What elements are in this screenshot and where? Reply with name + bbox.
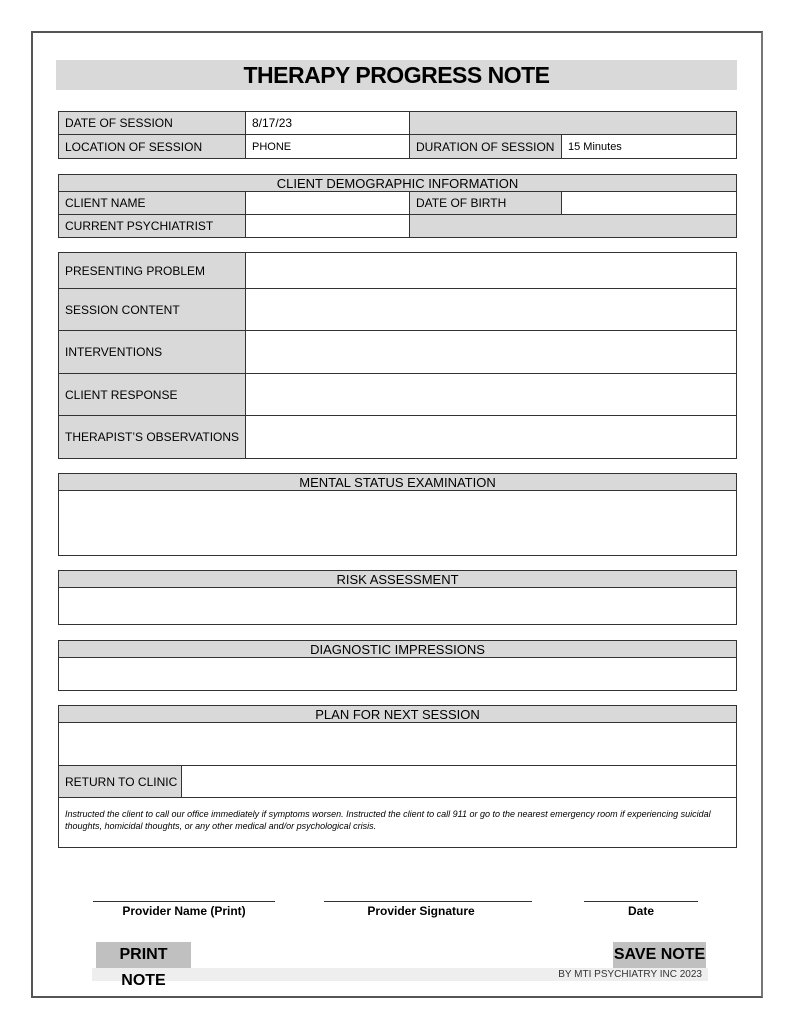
blank-cell bbox=[410, 112, 736, 135]
demographics-header: CLIENT DEMOGRAPHIC INFORMATION bbox=[59, 175, 736, 192]
footer-credit: BY MTI PSYCHIATRY INC 2023 bbox=[92, 968, 708, 981]
notes-table bbox=[58, 252, 737, 459]
page-title: THERAPY PROGRESS NOTE bbox=[56, 60, 737, 90]
observations-label: THERAPIST’S OBSERVATIONS bbox=[59, 416, 246, 458]
psychiatrist-field[interactable] bbox=[246, 215, 410, 237]
signature-label: Provider Signature bbox=[367, 904, 475, 918]
location-field[interactable]: PHONE bbox=[246, 135, 410, 158]
date-label: Date bbox=[627, 904, 654, 918]
mse-table bbox=[58, 473, 737, 556]
observations-field[interactable] bbox=[246, 416, 736, 458]
risk-table bbox=[58, 570, 737, 625]
date-field[interactable]: 8/17/23 bbox=[246, 112, 410, 135]
save-note-button[interactable]: SAVE NOTE bbox=[613, 942, 706, 968]
date-label: DATE OF SESSION bbox=[59, 112, 246, 135]
interventions-field[interactable] bbox=[246, 331, 736, 374]
mse-field[interactable] bbox=[59, 491, 736, 554]
client-response-field[interactable] bbox=[246, 374, 736, 416]
diagnostic-header: DIAGNOSTIC IMPRESSIONS bbox=[59, 641, 736, 658]
risk-field[interactable] bbox=[59, 588, 736, 623]
duration-label: DURATION OF SESSION bbox=[410, 135, 562, 158]
diagnostic-table bbox=[58, 640, 737, 691]
return-label: RETURN TO CLINIC bbox=[59, 766, 182, 798]
plan-header: PLAN FOR NEXT SESSION bbox=[59, 706, 736, 723]
duration-field[interactable]: 15 Minutes bbox=[568, 140, 622, 153]
session-content-label: SESSION CONTENT bbox=[59, 289, 246, 331]
interventions-label: INTERVENTIONS bbox=[59, 331, 246, 374]
client-name-field[interactable] bbox=[246, 192, 410, 215]
presenting-problem-field[interactable] bbox=[246, 253, 736, 289]
client-name-label: CLIENT NAME bbox=[59, 192, 246, 215]
diagnostic-field[interactable] bbox=[59, 658, 736, 689]
session-table bbox=[58, 111, 737, 159]
client-response-label: CLIENT RESPONSE bbox=[59, 374, 246, 416]
location-label: LOCATION OF SESSION bbox=[59, 135, 246, 158]
session-content-field[interactable] bbox=[246, 289, 736, 331]
signature-line[interactable] bbox=[324, 901, 532, 902]
dob-label: DATE OF BIRTH bbox=[410, 192, 562, 215]
plan-table bbox=[58, 705, 737, 848]
provider-name-line[interactable] bbox=[93, 901, 275, 902]
instructions-text: Instructed the client to call our office immediately if symptoms worsen. Instructed the client to call 911 or go to the nearest emergency room if experiencing suicidal thoughts, homicidal thoughts, or any other medical and/or psychological crisis. bbox=[65, 809, 711, 831]
blank-cell bbox=[410, 215, 736, 237]
date-line[interactable] bbox=[584, 901, 698, 902]
psychiatrist-label: CURRENT PSYCHIATRIST bbox=[59, 215, 246, 237]
provider-name-label: Provider Name (Print) bbox=[122, 904, 246, 918]
plan-field[interactable] bbox=[59, 723, 736, 766]
dob-field[interactable] bbox=[562, 192, 736, 215]
presenting-problem-label: PRESENTING PROBLEM bbox=[59, 253, 246, 289]
risk-header: RISK ASSESSMENT bbox=[59, 571, 736, 588]
return-field[interactable] bbox=[182, 766, 736, 798]
mse-header: MENTAL STATUS EXAMINATION bbox=[59, 474, 736, 491]
demographics-table bbox=[58, 174, 737, 238]
print-note-button[interactable]: PRINT NOTE bbox=[96, 942, 191, 968]
